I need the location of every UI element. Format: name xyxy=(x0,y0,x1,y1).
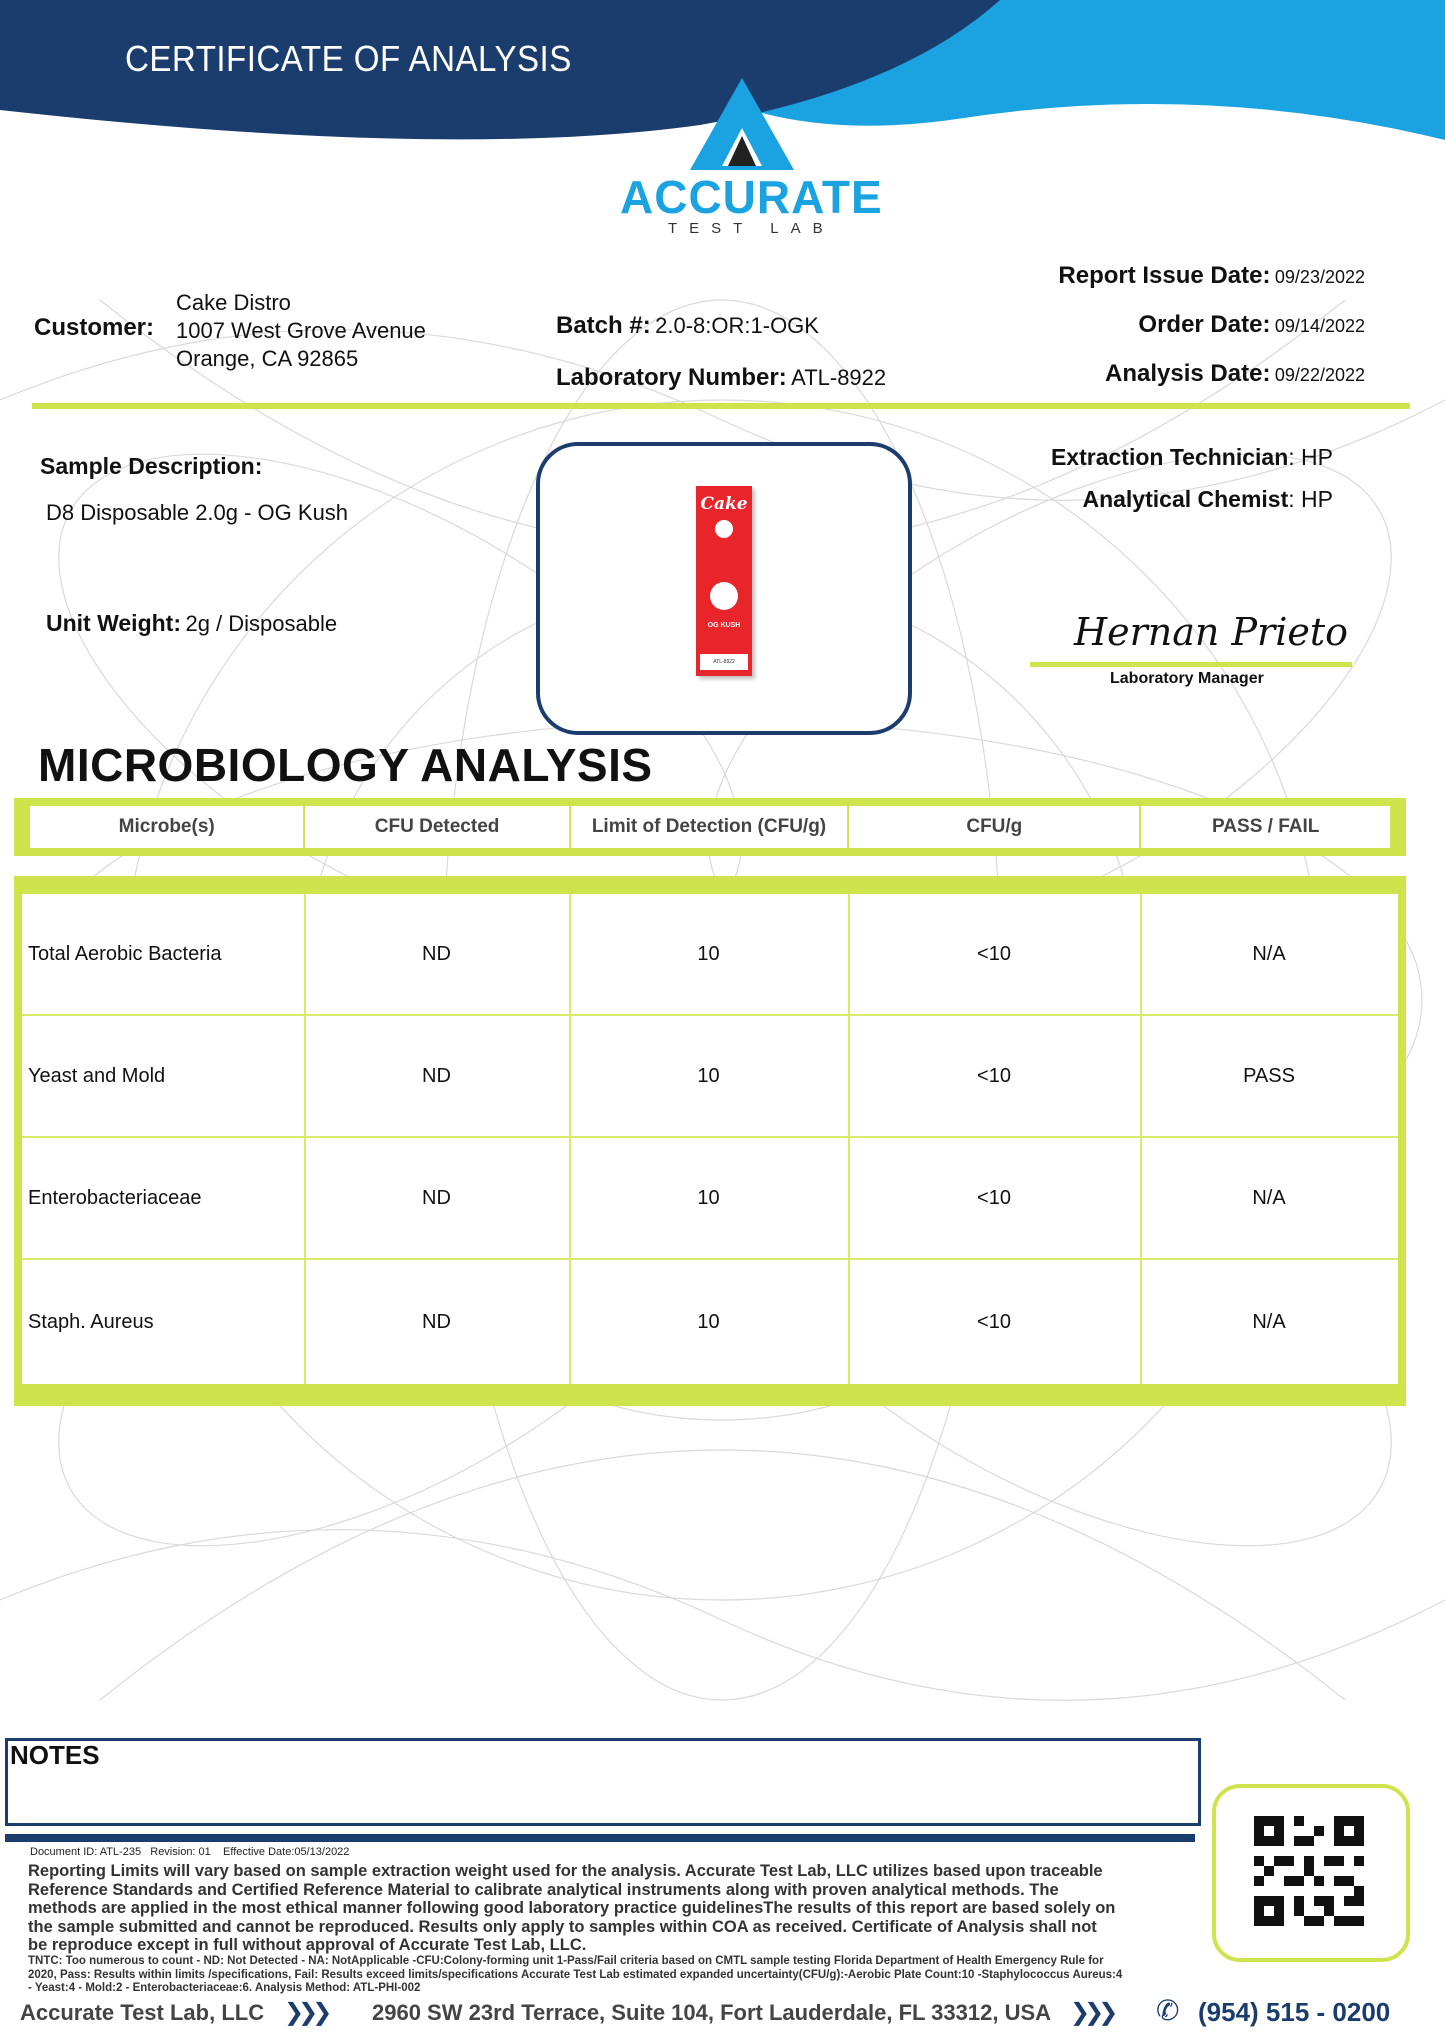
pass-fail-result: PASS xyxy=(1243,1064,1295,1087)
phone-icon: ✆ xyxy=(1156,1995,1180,2026)
batch-label: Batch #: xyxy=(556,312,651,339)
package-strain: OG KUSH xyxy=(707,622,741,629)
disclaimer-text: Reporting Limits will vary based on sample extraction weight used for the analysis. Accurate Test Lab, LLC utilizes based upon traceable Reference Standards and Certified Reference Material to calibrate analytical instruments along with proven analytical methods. The methods are applied in the most ethical manner following good laboratory practice guidelinesThe results of this report are based solely on the sample submitted and cannot be reproduced. Results only apply to samples within COA as received. Certificate of Analysis shall not be reproduce except in full without approval of Accurate Test Lab, LLC. xyxy=(28,1862,1116,1954)
extraction-technician-label: Extraction Technician xyxy=(1050,444,1289,470)
cfu-per-gram: <10 xyxy=(977,1186,1011,1209)
sample-description-value: D8 Disposable 2.0g - OG Kush xyxy=(46,500,349,525)
table-row xyxy=(22,1016,1398,1138)
column-header-cfu-g: CFU/g xyxy=(849,806,1141,848)
column-header-cfu-detected: CFU Detected xyxy=(305,806,570,848)
order-date-value: 09/14/2022 xyxy=(1274,316,1365,336)
unit-weight-label: Unit Weight: xyxy=(46,610,181,636)
notes-box xyxy=(5,1738,1201,1826)
extraction-technician xyxy=(1051,444,1333,471)
limit-of-detection: 10 xyxy=(697,1064,720,1087)
report-issue-label: Report Issue Date: xyxy=(1058,262,1271,289)
microbe-name: Staph. Aureus xyxy=(28,1310,154,1333)
package-label: ATL-8922 xyxy=(700,654,748,670)
analytical-chemist-value: : HP xyxy=(1288,486,1333,512)
qr-code-frame xyxy=(1212,1784,1410,1962)
definitions-text: TNTC: Too numerous to count - ND: Not Detected - NA: NotApplicable -CFU:Colony-forming unit 1-Pass/Fail criteria based on CMTL sample testing Florida Department of Health Emergency Rule for 2020, Pass: Results within limits /specifications, Fail: Results exceed limits/specifications Accurate Test Lab estimated expanded uncertainty(CFU/g):-Aerobic Plate Count:10 -Staphylococcus Aureus:4 - Yeast:4 - Mold:2 - Enterobacteriaceae:6. Analysis Method: ATL-PHI-002 xyxy=(28,1955,1123,1994)
extraction-technician-value: : HP xyxy=(1288,444,1333,470)
lab-number-label: Laboratory Number: xyxy=(556,364,787,391)
package-badge-icon xyxy=(715,520,733,538)
section-title: MICROBIOLOGY ANALYSIS xyxy=(38,739,653,791)
cfu-per-gram: <10 xyxy=(977,942,1011,965)
logo-wordmark: ACCURATE xyxy=(620,171,883,223)
manager-title: Laboratory Manager xyxy=(1110,670,1264,687)
sample-image-frame xyxy=(536,442,912,735)
unit-weight-field xyxy=(46,610,337,637)
batch-field xyxy=(556,312,819,340)
pass-fail-result: N/A xyxy=(1252,1310,1286,1333)
pass-fail-result: N/A xyxy=(1252,942,1286,965)
manager-signature: Hernan Prieto xyxy=(1074,610,1348,654)
customer-address-1: 1007 West Grove Avenue xyxy=(176,318,426,343)
column-header-microbe: Microbe(s) xyxy=(30,806,305,848)
customer-address-2: Orange, CA 92865 xyxy=(176,346,359,371)
lab-number-field xyxy=(556,364,886,392)
customer-name: Cake Distro xyxy=(176,290,291,315)
qr-code-icon[interactable] xyxy=(1254,1816,1364,1926)
footer-phone[interactable]: (954) 515 - 0200 xyxy=(1198,1997,1391,2027)
document-meta xyxy=(30,1846,349,1858)
table-row xyxy=(22,1138,1398,1260)
limit-of-detection: 10 xyxy=(697,1186,720,1209)
table-header xyxy=(14,798,1406,856)
effective-date: Effective Date:05/13/2022 xyxy=(223,1846,350,1858)
lab-number-value: ATL-8922 xyxy=(791,365,887,390)
cfu-detected: ND xyxy=(422,1064,451,1087)
footer-company: Accurate Test Lab, LLC xyxy=(20,2000,265,2025)
accurate-logo-icon xyxy=(690,78,794,170)
analytical-chemist xyxy=(1082,486,1333,513)
document-id: Document ID: ATL-235 xyxy=(30,1846,142,1858)
column-header-pass-fail: PASS / FAIL xyxy=(1212,816,1320,837)
chevron-right-icon: ❯❯❯ xyxy=(284,1999,327,2026)
report-issue-date xyxy=(1058,262,1365,290)
analysis-date-value: 09/22/2022 xyxy=(1274,365,1365,385)
unit-weight-value: 2g / Disposable xyxy=(185,611,338,636)
order-date-label: Order Date: xyxy=(1138,311,1271,338)
report-issue-value: 09/23/2022 xyxy=(1274,267,1365,287)
signature-line xyxy=(1030,662,1352,667)
cfu-per-gram: <10 xyxy=(977,1064,1011,1087)
sample-product-image xyxy=(696,486,752,676)
microbe-name: Enterobacteriaceae xyxy=(28,1186,202,1209)
sample-description-label: Sample Description: xyxy=(40,453,263,479)
cfu-detected: ND xyxy=(422,1186,451,1209)
cfu-detected: ND xyxy=(422,1310,451,1333)
notes-title: NOTES xyxy=(10,1740,100,1770)
logo-subtitle: TEST LAB xyxy=(668,220,835,237)
package-mascot-icon xyxy=(710,582,738,610)
microbe-name: Yeast and Mold xyxy=(28,1064,166,1087)
customer-label: Customer: xyxy=(34,314,155,341)
analysis-date-label: Analysis Date: xyxy=(1105,360,1271,387)
package-brand: Cake xyxy=(700,494,748,514)
header-divider xyxy=(32,403,1410,409)
cfu-per-gram: <10 xyxy=(977,1310,1011,1333)
document-revision: Revision: 01 xyxy=(150,1846,211,1858)
pass-fail-result: N/A xyxy=(1252,1186,1286,1209)
analysis-date xyxy=(1105,360,1365,388)
limit-of-detection: 10 xyxy=(697,1310,720,1333)
certificate-title: CERTIFICATE OF ANALYSIS xyxy=(125,38,572,79)
microbe-name: Total Aerobic Bacteria xyxy=(28,942,222,965)
order-date xyxy=(1138,311,1365,339)
batch-value: 2.0-8:OR:1-OGK xyxy=(655,313,819,338)
limit-of-detection: 10 xyxy=(697,942,720,965)
chevron-right-icon: ❯❯❯ xyxy=(1070,1999,1113,2026)
footer-address: 2960 SW 23rd Terrace, Suite 104, Fort Lauderdale, FL 33312, USA xyxy=(372,2000,1052,2025)
cfu-detected: ND xyxy=(422,942,451,965)
footer-divider xyxy=(5,1834,1195,1842)
analytical-chemist-label: Analytical Chemist xyxy=(1082,486,1289,512)
results-table xyxy=(14,876,1406,1406)
table-row xyxy=(22,894,1398,1016)
table-row xyxy=(22,1260,1398,1384)
column-header-lod: Limit of Detection (CFU/g) xyxy=(571,806,849,848)
